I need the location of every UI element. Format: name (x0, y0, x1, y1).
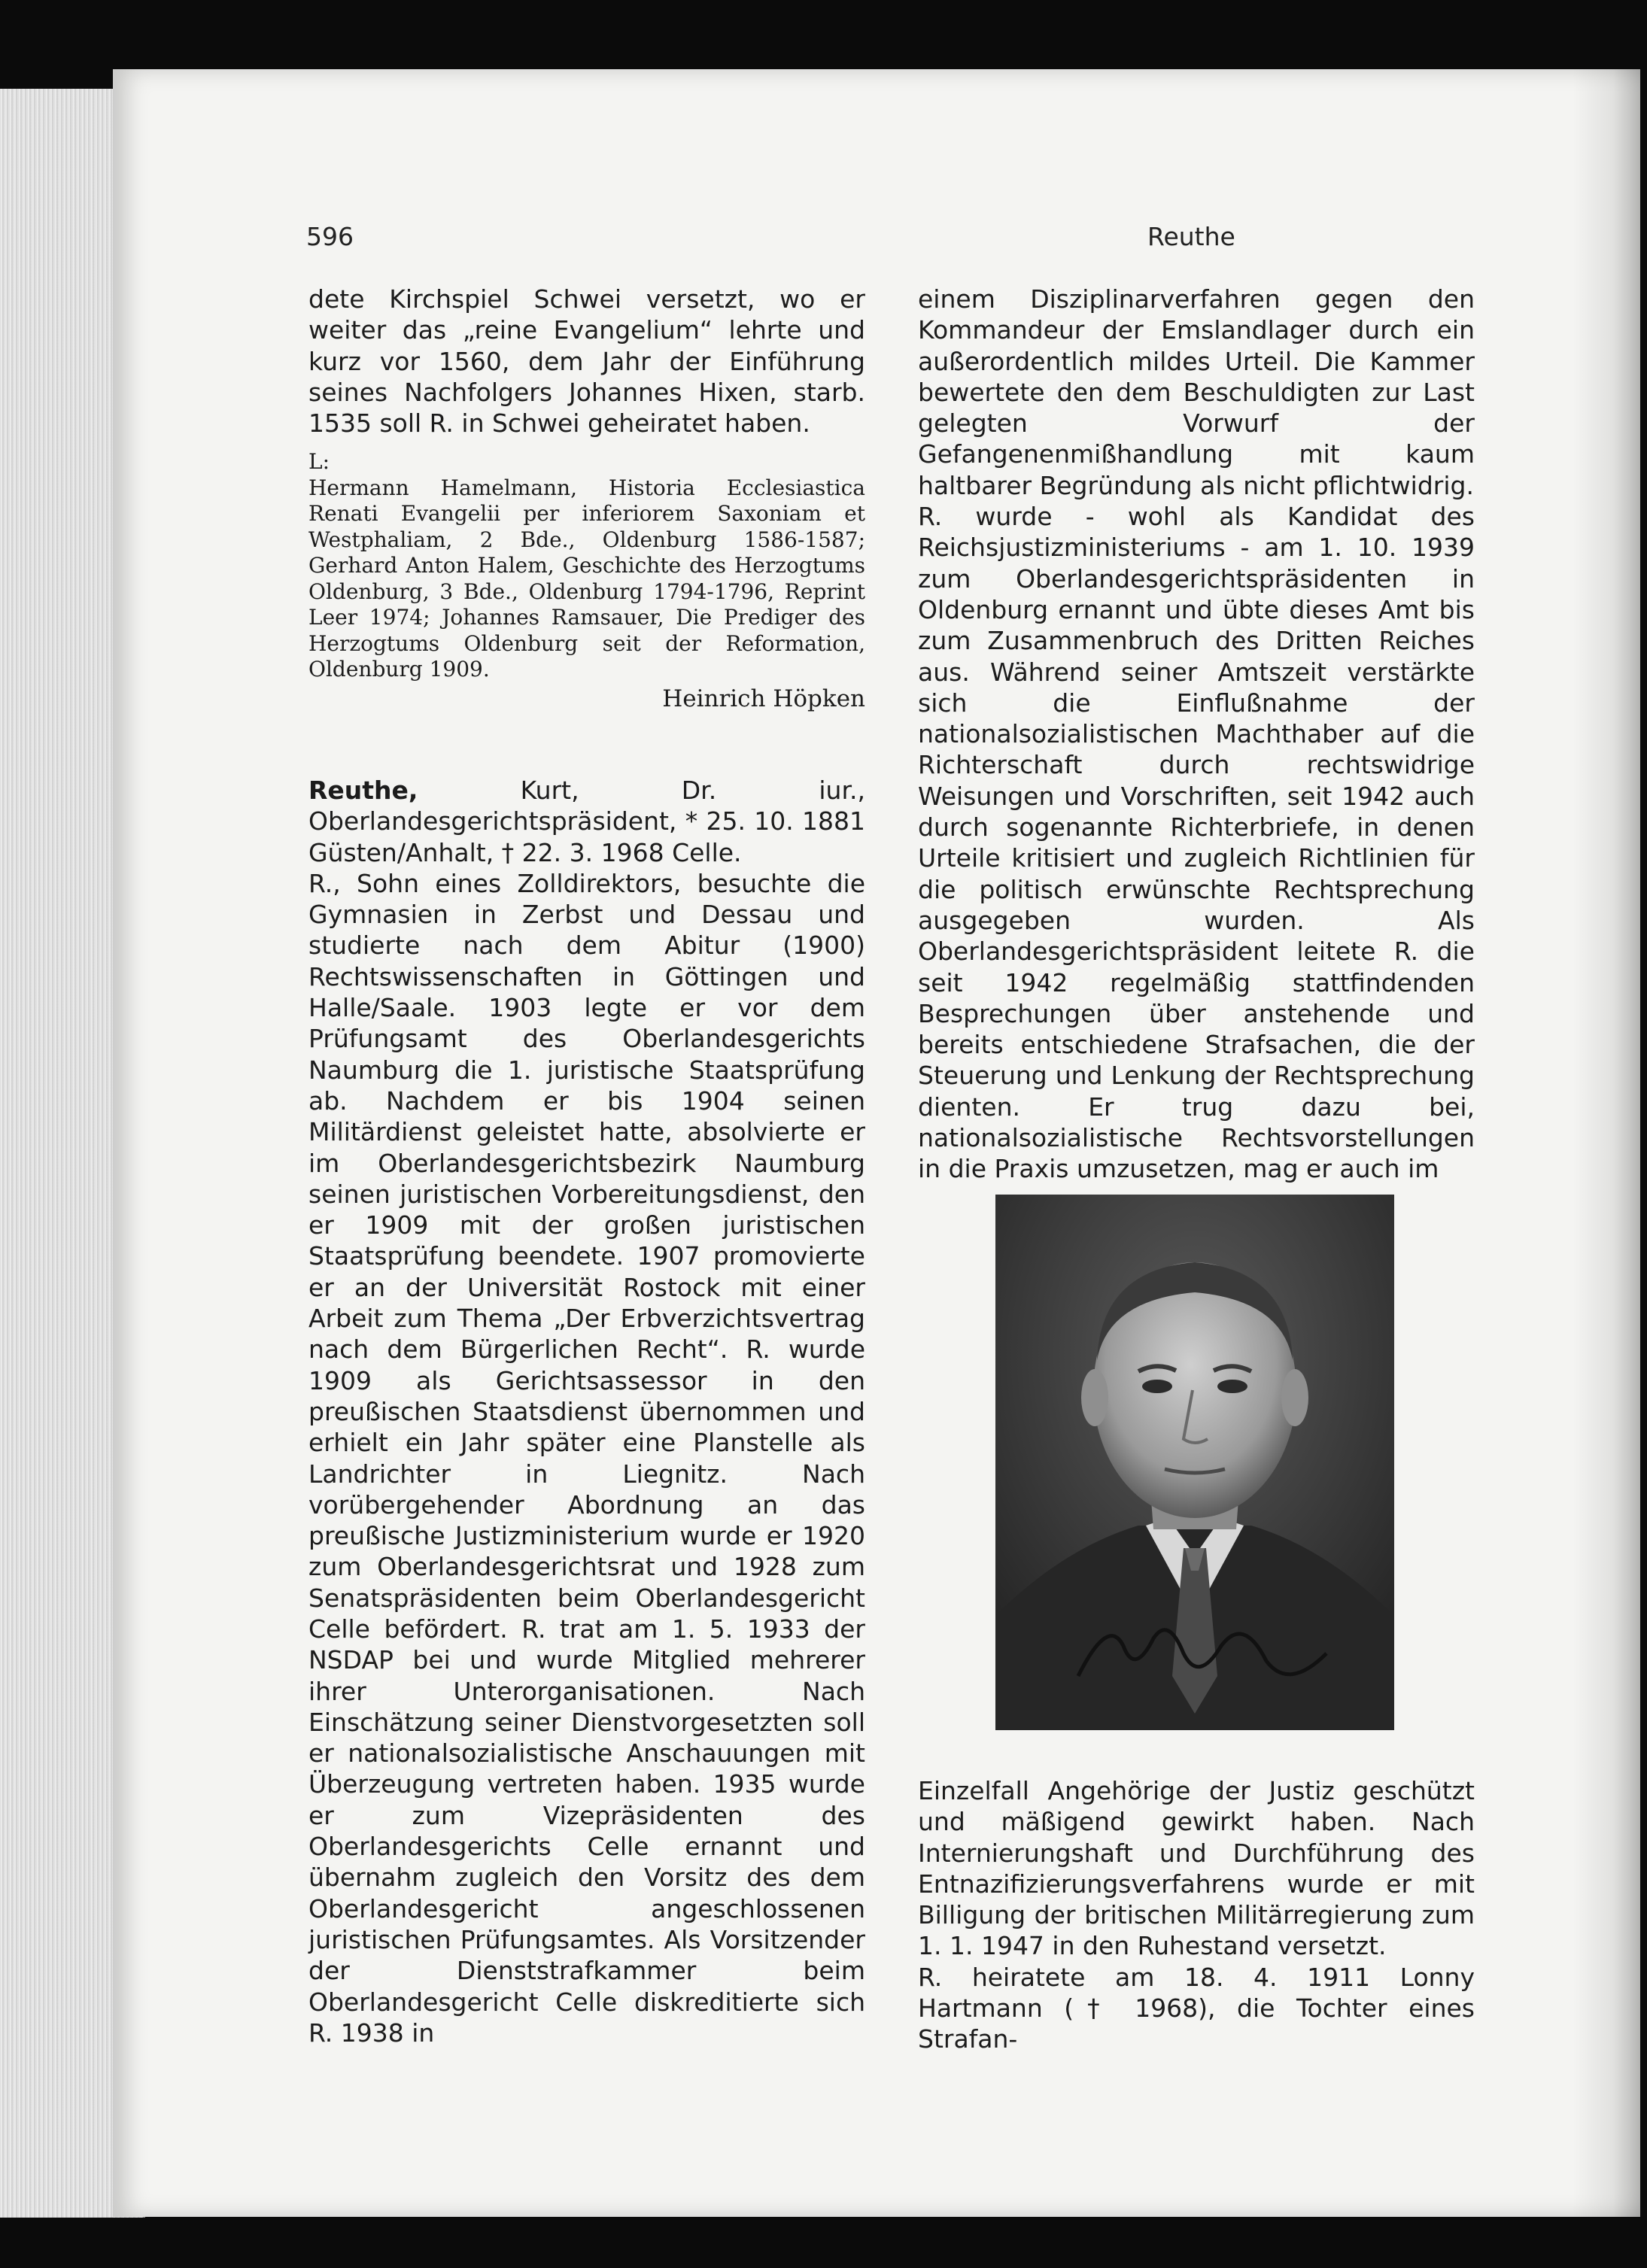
entry-name: Reuthe, (308, 775, 418, 805)
page-shadow (1573, 69, 1640, 2217)
entry-header (308, 775, 865, 868)
running-head-title: Reuthe (1147, 222, 1235, 251)
right-column-bottom (918, 1775, 1475, 2055)
entry-header-details: Kurt, Dr. iur., Oberlandesgerichtspräsident, * 25. 10. 1881 Güsten/Anhalt, † 22. 3. 1968 Celle. (308, 775, 865, 867)
right-paragraph-1: einem Disziplinarverfahren gegen den Kommandeur der Emslandlager durch ein außerordentlich mildes Urteil. Die Kammer bewertete den dem Beschuldigten zur Last gelegten Vorwurf der Gefangenenmißhandlung mit kaum haltbarer Begründung als nicht pflichtwidrig. (918, 284, 1475, 500)
portrait-illustration (995, 1195, 1394, 1730)
right-column (918, 284, 1475, 1185)
literature-heading: L: (308, 449, 330, 475)
previous-entry-text: dete Kirchspiel Schwei versetzt, wo er weiter das „reine Evangelium“ lehrte und kurz vor 1560, dem Jahr der Einführung seines Nachfolgers Johannes Hixen, starb. 1535 soll R. in Schwei geheiratet haben. (308, 284, 865, 439)
literature-text: Hermann Hamelmann, Historia Ecclesiastica Renati Evangelii per inferiorem Saxoniam et Westphaliam, 2 Bde., Oldenburg 1586-1587; Gerhard Anton Halem, Geschichte des Herzogtums Oldenburg, 3 Bde., Oldenburg 1794-1796, Reprint Leer 1974; Johannes Ramsauer, Die Prediger des Herzogtums Oldenburg seit der Reformation, Oldenburg 1909. (308, 475, 865, 682)
right-paragraph-4: R. heiratete am 18. 4. 1911 Lonny Hartmann († 1968), die Tochter eines Strafan- (918, 1962, 1475, 2054)
right-paragraph-2: R. wurde - wohl als Kandidat des Reichsjustizministeriums - am 1. 10. 1939 zum Oberlandesgerichtspräsidenten in Oldenburg ernannt und übte dieses Amt bis zum Zusammenbruch des Dritten Reiches aus. Während seiner Amtszeit verstärkte sich die Einflußnahme der nationalsozialistischen Machthaber auf die Richterschaft durch rechtswidrige Weisungen und Vorschriften, seit 1942 auch durch sogenannte Richterbriefe, in denen Urteile kritisiert und zugleich Richtlinien für die politisch erwünschte Rechtsprechung ausgegeben wurden. Als Oberlandesgerichtspräsident leitete R. die seit 1942 regelmäßig stattfindenden Besprechungen über anstehende und bereits entschiedene Strafsachen, die der Steuerung und Lenkung der Rechtsprechung dienten. Er trug dazu bei, nationalsozialistische Rechtsvorstellungen in die Praxis umzusetzen, mag er auch im (918, 502, 1475, 1184)
portrait-photo (995, 1195, 1394, 1730)
left-column (308, 284, 865, 2048)
entry-body-text: R., Sohn eines Zolldirektors, besuchte die Gymnasien in Zerbst und Dessau und studierte nach dem Abitur (1900) Rechtswissenschaften in Göttingen und Halle/Saale. 1903 legte er vor dem Prüfungsamt des Oberlandesgerichts Naumburg die 1. juristische Staatsprüfung ab. Nachdem er bis 1904 seinen Militärdienst geleistet hatte, absolvierte er im Oberlandesgerichtsbezirk Naumburg seinen juristischen Vorbereitungsdienst, den er 1909 mit der großen juristischen Staatsprüfung beendete. 1907 promovierte er an der Universität Rostock mit einer Arbeit zum Thema „Der Erbverzichtsvertrag nach dem Bürgerlichen Recht“. R. wurde 1909 als Gerichtsassessor in den preußischen Staatsdienst übernommen und erhielt ein Jahr später eine Planstelle als Landrichter in Liegnitz. Nach vorübergehender Abordnung an das preußische Justizministerium wurde er 1920 zum Oberlandesgerichtsrat und 1928 zum Senatspräsidenten beim Oberlandesgericht Celle befördert. R. trat am 1. 5. 1933 der NSDAP bei und wurde Mitglied mehrerer ihrer Unterorganisationen. Nach Einschätzung seiner Dienstvorgesetzten soll er nationalsozialistische Anschauungen mit Überzeugung vertreten haben. 1935 wurde er zum Vizepräsidenten des Oberlandesgerichts Celle ernannt und übernahm zugleich den Vorsitz des dem Oberlandesgericht angeschlossenen juristischen Prüfungsamtes. Als Vorsitzender der Dienststrafkammer beim Oberlandesgericht Celle diskreditierte sich R. 1938 in (308, 868, 865, 2048)
author-signature: Heinrich Höpken (662, 685, 865, 712)
page-number: 596 (306, 222, 354, 251)
entry-separator (308, 715, 865, 775)
right-paragraph-3: Einzelfall Angehörige der Justiz geschützt und mäßigend gewirkt haben. Nach Internierungshaft und Durchführung des Entnazifizierungsverfahrens wurde er mit Billigung der britischen Militärregierung zum 1. 1. 1947 in den Ruhestand versetzt. (918, 1776, 1475, 1961)
